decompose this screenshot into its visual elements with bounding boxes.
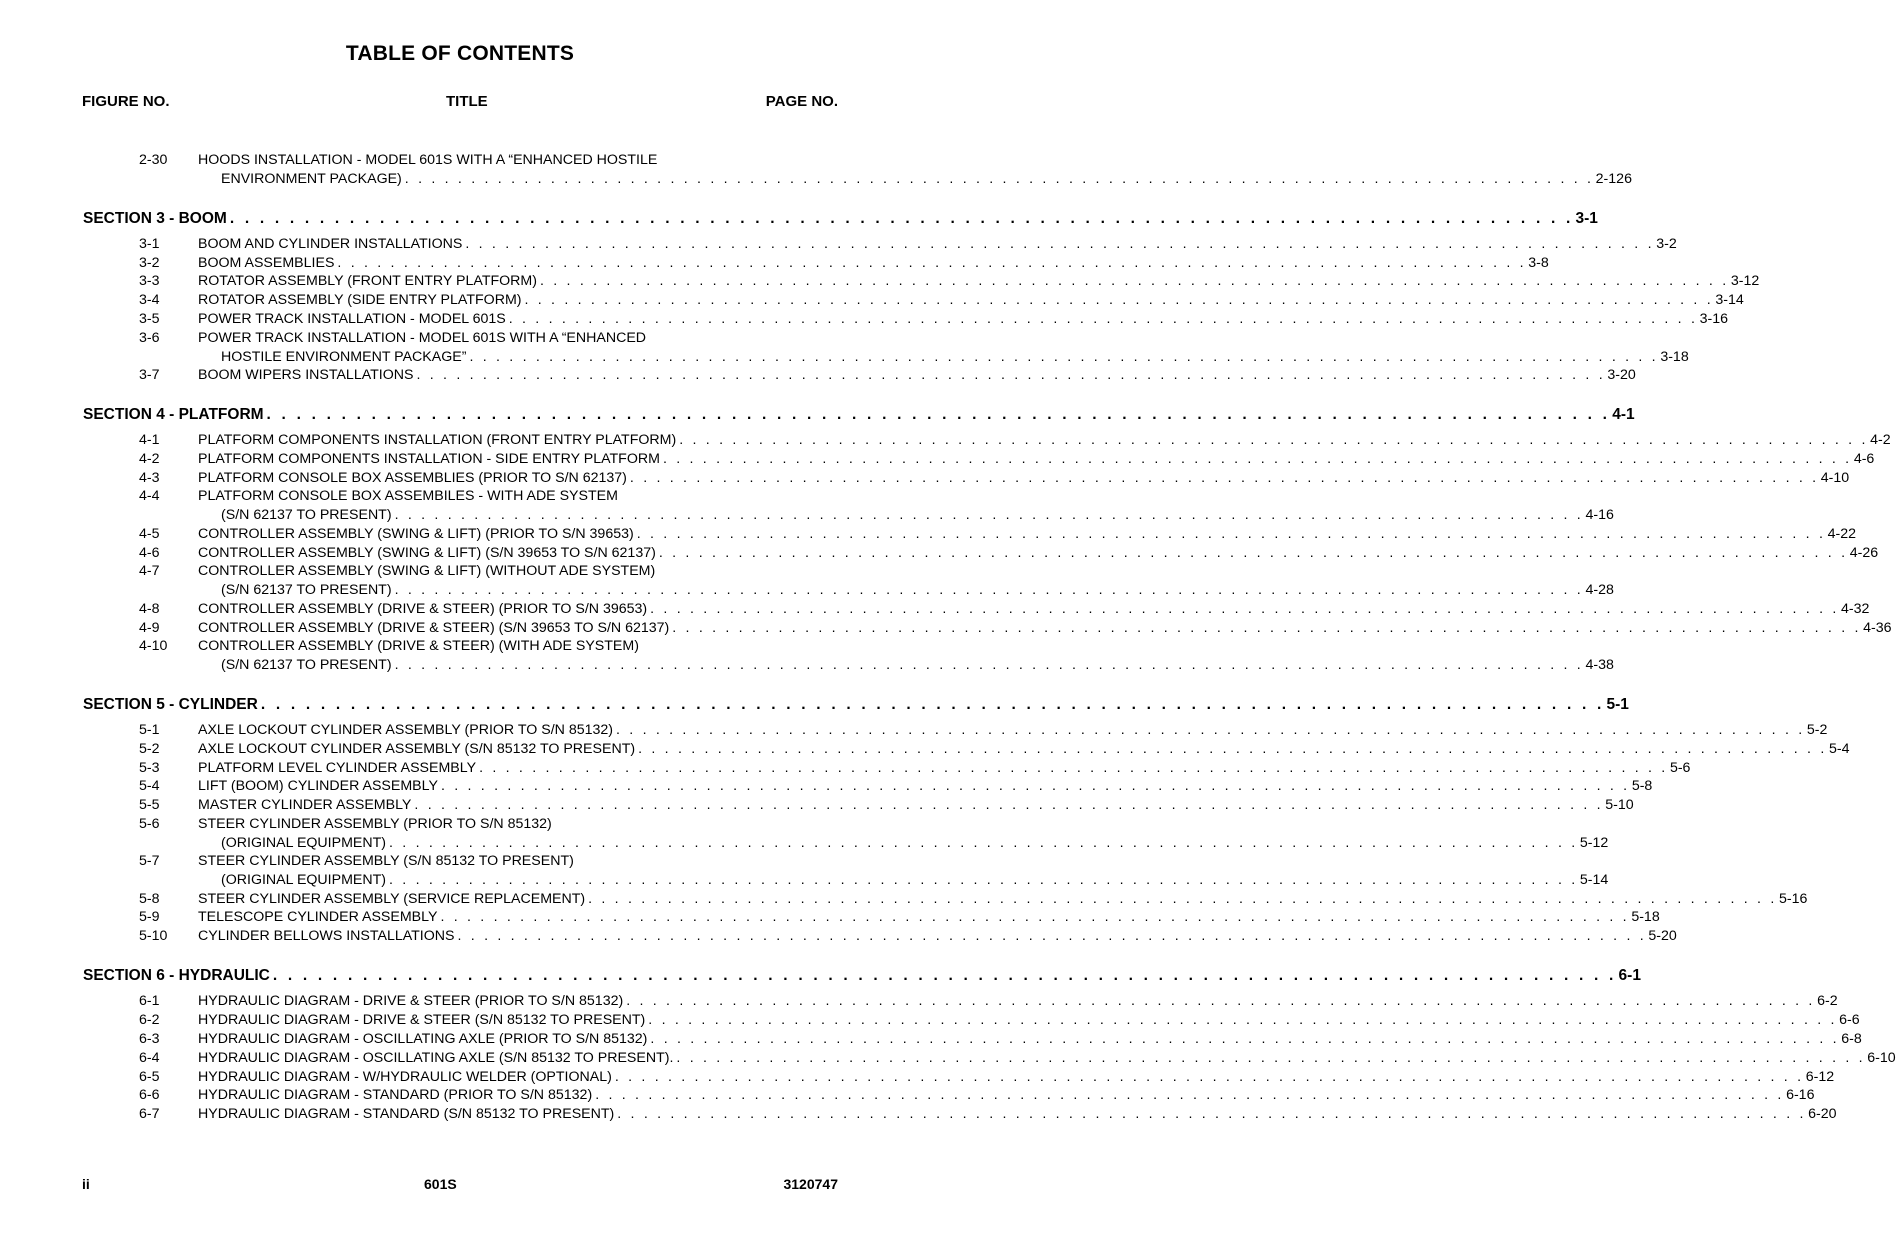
entry-leader — [221, 581, 1614, 600]
toc-entry-row — [0, 1030, 1862, 1049]
figure-number: 5-5 — [139, 797, 160, 813]
figure-number: 6-1 — [139, 993, 160, 1009]
figure-page-number: 5-18 — [1631, 909, 1660, 925]
dot-leader: . . . . . . . . . . . . . . . . . . . . . . . . . . . . . . . . . . . . . . . . . . . . . . . . . . . . . . . . . . . . . . . . . . . . . . . . . . . . . . . . . . . . . . . . . . — [414, 797, 1604, 813]
entry-leader — [198, 235, 1677, 254]
entry-leader — [198, 1105, 1837, 1124]
dot-leader: . . . . . . . . . . . . . . . . . . . . . . . . . . . . . . . . . . . . . . . . . . . . . . . . . . . . . . . . . . . . . . . . . . . . . . . . . . . . . . . . . . . . . . . . . . — [229, 210, 1574, 227]
figure-number: 4-10 — [139, 638, 168, 654]
section-leader — [83, 965, 1641, 987]
toc-section-row — [0, 694, 1629, 716]
toc-entry-row — [0, 852, 954, 871]
figure-number: 6-5 — [139, 1069, 160, 1085]
figure-number: 5-8 — [139, 891, 160, 907]
figure-title: PLATFORM CONSOLE BOX ASSEMBLIES (PRIOR TO S/N 62137) — [198, 470, 627, 486]
dot-leader: . . . . . . . . . . . . . . . . . . . . . . . . . . . . . . . . . . . . . . . . . . . . . . . . . . . . . . . . . . . . . . . . . . . . . . . . . . . . . . . . . . . . . . . . . . — [479, 760, 1668, 776]
figure-title: HYDRAULIC DIAGRAM - OSCILLATING AXLE (S/N 85132 TO PRESENT). — [198, 1050, 674, 1066]
figure-number: 5-10 — [139, 928, 168, 944]
dot-leader: . . . . . . . . . . . . . . . . . . . . . . . . . . . . . . . . . . . . . . . . . . . . . . . . . . . . . . . . . . . . . . . . . . . . . . . . . . . . . . . . . . . . . . . . . . — [524, 292, 1714, 308]
figure-page-number: 4-26 — [1849, 545, 1879, 561]
figure-number: 5-6 — [139, 816, 160, 832]
dot-leader: . . . . . . . . . . . . . . . . . . . . . . . . . . . . . . . . . . . . . . . . . . . . . . . . . . . . . . . . . . . . . . . . . . . . . . . . . . . . . . . . . . . . . . . . . . — [638, 741, 1827, 757]
toc-entry-continuation-row — [0, 871, 1609, 890]
figure-title: HYDRAULIC DIAGRAM - DRIVE & STEER (S/N 85132 TO PRESENT) — [198, 1012, 646, 1028]
toc-entry-row — [0, 927, 1677, 946]
figure-title: (S/N 62137 TO PRESENT) — [221, 507, 392, 523]
figure-title: AXLE LOCKOUT CYLINDER ASSEMBLY (S/N 85132 TO PRESENT) — [198, 741, 636, 757]
toc-entry-row — [0, 235, 1677, 254]
toc-entry-row — [0, 469, 1850, 488]
entry-leader — [198, 777, 1653, 796]
figure-number: 3-7 — [139, 367, 160, 383]
toc-entry-row — [0, 1105, 1837, 1124]
figure-title-line-1: PLATFORM CONSOLE BOX ASSEMBILES - WITH ADE SYSTEM — [198, 488, 618, 504]
figure-page-number: 4-22 — [1827, 526, 1856, 542]
figure-number: 3-6 — [139, 330, 160, 346]
dot-leader: . . . . . . . . . . . . . . . . . . . . . . . . . . . . . . . . . . . . . . . . . . . . . . . . . . . . . . . . . . . . . . . . . . . . . . . . . . . . . . . . . . . . . . . . . . — [404, 171, 1594, 187]
toc-entry-continuation-row — [0, 506, 1614, 525]
dot-leader: . . . . . . . . . . . . . . . . . . . . . . . . . . . . . . . . . . . . . . . . . . . . . . . . . . . . . . . . . . . . . . . . . . . . . . . . . . . . . . . . . . . . . . . . . . — [588, 891, 1777, 907]
figure-title: CONTROLLER ASSEMBLY (DRIVE & STEER) (PRIOR TO S/N 39653) — [198, 601, 648, 617]
figure-page-number: 4-32 — [1841, 601, 1870, 617]
toc-section-row — [0, 208, 1598, 230]
figure-number: 5-4 — [139, 778, 160, 794]
entry-leader — [198, 1086, 1815, 1105]
dot-leader: . . . . . . . . . . . . . . . . . . . . . . . . . . . . . . . . . . . . . . . . . . . . . . . . . . . . . . . . . . . . . . . . . . . . . . . . . . . . . . . . . . . . . . . . . . — [416, 367, 1606, 383]
section-title: SECTION 6 - HYDRAULIC — [83, 967, 270, 984]
figure-number: 2-30 — [139, 152, 168, 168]
figure-title: BOOM AND CYLINDER INSTALLATIONS — [198, 236, 463, 252]
entry-leader — [198, 1049, 1896, 1068]
entry-leader — [198, 366, 1636, 385]
section-leader — [83, 694, 1629, 716]
figure-title: BOOM WIPERS INSTALLATIONS — [198, 367, 414, 383]
dot-leader: . . . . . . . . . . . . . . . . . . . . . . . . . . . . . . . . . . . . . . . . . . . . . . . . . . . . . . . . . . . . . . . . . . . . . . . . . . . . . . . . . . . . . . . . . . — [457, 928, 1647, 944]
toc-entry-row — [0, 1068, 1835, 1087]
dot-leader: . . . . . . . . . . . . . . . . . . . . . . . . . . . . . . . . . . . . . . . . . . . . . . . . . . . . . . . . . . . . . . . . . . . . . . . . . . . . . . . . . . . . . . . . . . — [394, 657, 1584, 673]
dot-leader: . . . . . . . . . . . . . . . . . . . . . . . . . . . . . . . . . . . . . . . . . . . . . . . . . . . . . . . . . . . . . . . . . . . . . . . . . . . . . . . . . . . . . . . . . . — [394, 507, 1584, 523]
footer-document-number: 3120747 — [783, 1176, 838, 1192]
figure-number: 6-3 — [139, 1031, 160, 1047]
figure-title: TELESCOPE CYLINDER ASSEMBLY — [198, 909, 438, 925]
figure-page-number: 4-10 — [1820, 470, 1850, 486]
entry-leader — [198, 1011, 1860, 1030]
figure-title: CONTROLLER ASSEMBLY (DRIVE & STEER) (S/N 39653 TO S/N 62137) — [198, 620, 670, 636]
section-title: SECTION 5 - CYLINDER — [83, 696, 258, 713]
figure-number: 6-7 — [139, 1106, 160, 1122]
figure-number: 6-2 — [139, 1012, 160, 1028]
entry-leader — [198, 272, 1760, 291]
figure-number: 4-9 — [139, 620, 160, 636]
dot-leader: . . . . . . . . . . . . . . . . . . . . . . . . . . . . . . . . . . . . . . . . . . . . . . . . . . . . . . . . . . . . . . . . . . . . . . . . . . . . . . . . . . . . . . . . . . — [595, 1087, 1785, 1103]
figure-page-number: 3-8 — [1528, 255, 1549, 271]
figure-page-number: 4-16 — [1585, 507, 1614, 523]
dot-leader: . . . . . . . . . . . . . . . . . . . . . . . . . . . . . . . . . . . . . . . . . . . . . . . . . . . . . . . . . . . . . . . . . . . . . . . . . . . . . . . . . . . . . . . . . . — [469, 349, 1659, 365]
dot-leader: . . . . . . . . . . . . . . . . . . . . . . . . . . . . . . . . . . . . . . . . . . . . . . . . . . . . . . . . . . . . . . . . . . . . . . . . . . . . . . . . . . . . . . . . . . — [616, 722, 1805, 738]
figure-title: HYDRAULIC DIAGRAM - STANDARD (S/N 85132 TO PRESENT) — [198, 1106, 615, 1122]
dot-leader: . . . . . . . . . . . . . . . . . . . . . . . . . . . . . . . . . . . . . . . . . . . . . . . . . . . . . . . . . . . . . . . . . . . . . . . . . . . . . . . . . . . . . . . . . . — [650, 601, 1840, 617]
figure-page-number: 6-8 — [1841, 1031, 1862, 1047]
figure-page-number: 2-126 — [1595, 171, 1632, 187]
figure-title: (S/N 62137 TO PRESENT) — [221, 582, 392, 598]
toc-entry-continuation-row — [0, 581, 1614, 600]
dot-leader: . . . . . . . . . . . . . . . . . . . . . . . . . . . . . . . . . . . . . . . . . . . . . . . . . . . . . . . . . . . . . . . . . . . . . . . . . . . . . . . . . . . . . . . . . . — [440, 778, 1630, 794]
figure-title: AXLE LOCKOUT CYLINDER ASSEMBLY (PRIOR TO S/N 85132) — [198, 722, 614, 738]
toc-entry-row — [0, 600, 1870, 619]
entry-leader — [221, 348, 1689, 367]
section-leader — [83, 208, 1598, 230]
figure-page-number: 5-8 — [1631, 778, 1653, 794]
figure-title: LIFT (BOOM) CYLINDER ASSEMBLY — [198, 778, 438, 794]
toc-entry-row — [0, 992, 1838, 1011]
figure-number: 6-4 — [139, 1050, 160, 1066]
figure-title: CONTROLLER ASSEMBLY (SWING & LIFT) (S/N 39653 TO S/N 62137) — [198, 545, 656, 561]
figure-title: BOOM ASSEMBLIES — [198, 255, 335, 271]
dot-leader: . . . . . . . . . . . . . . . . . . . . . . . . . . . . . . . . . . . . . . . . . . . . . . . . . . . . . . . . . . . . . . . . . . . . . . . . . . . . . . . . . . . . . . . . . . — [676, 1050, 1866, 1066]
toc-entry-row — [0, 525, 1856, 544]
footer-page-number: ii — [82, 1176, 90, 1192]
entry-leader — [198, 740, 1850, 759]
figure-title: PLATFORM COMPONENTS INSTALLATION - SIDE ENTRY PLATFORM — [198, 451, 660, 467]
toc-entry-row — [0, 487, 954, 506]
section-page-number: 4-1 — [1612, 406, 1635, 423]
section-page-number: 6-1 — [1618, 967, 1641, 984]
toc-entry-row — [0, 637, 954, 656]
dot-leader: . . . . . . . . . . . . . . . . . . . . . . . . . . . . . . . . . . . . . . . . . . . . . . . . . . . . . . . . . . . . . . . . . . . . . . . . . . . . . . . . . . . . . . . . . . — [539, 273, 1729, 289]
entry-leader — [198, 525, 1856, 544]
dot-leader: . . . . . . . . . . . . . . . . . . . . . . . . . . . . . . . . . . . . . . . . . . . . . . . . . . . . . . . . . . . . . . . . . . . . . . . . . . . . . . . . . . . . . . . . . . — [337, 255, 1527, 271]
figure-title-line-1: STEER CYLINDER ASSEMBLY (PRIOR TO S/N 85132) — [198, 816, 552, 832]
figure-title-line-1: CONTROLLER ASSEMBLY (SWING & LIFT) (WITHOUT ADE SYSTEM) — [198, 563, 656, 579]
dot-leader: . . . . . . . . . . . . . . . . . . . . . . . . . . . . . . . . . . . . . . . . . . . . . . . . . . . . . . . . . . . . . . . . . . . . . . . . . . . . . . . . . . . . . . . . . . — [389, 835, 1578, 851]
entry-leader — [198, 469, 1850, 488]
figure-page-number: 6-2 — [1817, 993, 1838, 1009]
section-leader — [83, 404, 1635, 426]
entry-leader — [198, 619, 1892, 638]
toc-entry-row — [0, 1086, 1815, 1105]
entry-leader — [198, 310, 1729, 329]
figure-title: MASTER CYLINDER ASSEMBLY — [198, 797, 412, 813]
entry-leader — [221, 506, 1614, 525]
section-title: SECTION 4 - PLATFORM — [83, 406, 264, 423]
figure-page-number: 5-14 — [1579, 872, 1609, 888]
figure-title: STEER CYLINDER ASSEMBLY (SERVICE REPLACEMENT) — [198, 891, 586, 907]
entry-leader — [198, 721, 1828, 740]
entry-leader — [221, 170, 1632, 189]
toc-entry-row — [0, 310, 1729, 329]
dot-leader: . . . . . . . . . . . . . . . . . . . . . . . . . . . . . . . . . . . . . . . . . . . . . . . . . . . . . . . . . . . . . . . . . . . . . . . . . . . . . . . . . . . . . . . . . . — [617, 1106, 1807, 1122]
figure-page-number: 5-10 — [1605, 797, 1634, 813]
figure-number: 4-4 — [139, 488, 160, 504]
figure-page-number: 3-14 — [1715, 292, 1744, 308]
toc-entry-row — [0, 329, 954, 348]
figure-number: 3-2 — [139, 255, 160, 271]
figure-number: 5-9 — [139, 909, 160, 925]
figure-title: (S/N 62137 TO PRESENT) — [221, 657, 392, 673]
entry-leader — [221, 871, 1609, 890]
toc-entry-row — [0, 431, 1891, 450]
figure-number: 3-4 — [139, 292, 160, 308]
figure-title: CYLINDER BELLOWS INSTALLATIONS — [198, 928, 455, 944]
figure-page-number: 3-16 — [1699, 311, 1729, 327]
dot-leader: . . . . . . . . . . . . . . . . . . . . . . . . . . . . . . . . . . . . . . . . . . . . . . . . . . . . . . . . . . . . . . . . . . . . . . . . . . . . . . . . . . . . . . . . . . — [394, 582, 1584, 598]
figure-title: POWER TRACK INSTALLATION - MODEL 601S — [198, 311, 506, 327]
figure-number: 3-1 — [139, 236, 160, 252]
dot-leader: . . . . . . . . . . . . . . . . . . . . . . . . . . . . . . . . . . . . . . . . . . . . . . . . . . . . . . . . . . . . . . . . . . . . . . . . . . . . . . . . . . . . . . . . . . — [658, 545, 1848, 561]
figure-title-line-1: HOODS INSTALLATION - MODEL 601S WITH A “ENHANCED HOSTILE — [198, 152, 658, 168]
dot-leader: . . . . . . . . . . . . . . . . . . . . . . . . . . . . . . . . . . . . . . . . . . . . . . . . . . . . . . . . . . . . . . . . . . . . . . . . . . . . . . . . . . . . . . . . . . — [266, 406, 1611, 423]
toc-entry-continuation-row — [0, 834, 1609, 853]
dot-leader: . . . . . . . . . . . . . . . . . . . . . . . . . . . . . . . . . . . . . . . . . . . . . . . . . . . . . . . . . . . . . . . . . . . . . . . . . . . . . . . . . . . . . . . . . . — [679, 432, 1869, 448]
entry-leader — [198, 254, 1549, 273]
dot-leader: . . . . . . . . . . . . . . . . . . . . . . . . . . . . . . . . . . . . . . . . . . . . . . . . . . . . . . . . . . . . . . . . . . . . . . . . . . . . . . . . . . . . . . . . . . — [614, 1069, 1804, 1085]
figure-page-number: 6-10 — [1867, 1050, 1896, 1066]
toc-entry-row — [0, 777, 1653, 796]
entry-leader — [198, 908, 1660, 927]
dot-leader: . . . . . . . . . . . . . . . . . . . . . . . . . . . . . . . . . . . . . . . . . . . . . . . . . . . . . . . . . . . . . . . . . . . . . . . . . . . . . . . . . . . . . . . . . . — [272, 967, 1617, 984]
figure-title: HYDRAULIC DIAGRAM - OSCILLATING AXLE (PRIOR TO S/N 85132) — [198, 1031, 648, 1047]
figure-page-number: 3-12 — [1730, 273, 1760, 289]
toc-entry-row — [0, 740, 1850, 759]
entry-leader — [198, 890, 1808, 909]
dot-leader: . . . . . . . . . . . . . . . . . . . . . . . . . . . . . . . . . . . . . . . . . . . . . . . . . . . . . . . . . . . . . . . . . . . . . . . . . . . . . . . . . . . . . . . . . . — [440, 909, 1630, 925]
figure-title-line-1: STEER CYLINDER ASSEMBLY (S/N 85132 TO PRESENT) — [198, 853, 574, 869]
toc-entry-row — [0, 291, 1744, 310]
figure-number: 3-3 — [139, 273, 160, 289]
page-title: TABLE OF CONTENTS — [345, 42, 575, 65]
toc-entry-row — [0, 1049, 1896, 1068]
toc-entry-row — [0, 908, 1660, 927]
dot-leader: . . . . . . . . . . . . . . . . . . . . . . . . . . . . . . . . . . . . . . . . . . . . . . . . . . . . . . . . . . . . . . . . . . . . . . . . . . . . . . . . . . . . . . . . . . — [650, 1031, 1840, 1047]
entry-leader — [221, 834, 1609, 853]
toc-entry-row — [0, 721, 1828, 740]
dot-leader: . . . . . . . . . . . . . . . . . . . . . . . . . . . . . . . . . . . . . . . . . . . . . . . . . . . . . . . . . . . . . . . . . . . . . . . . . . . . . . . . . . . . . . . . . . — [636, 526, 1826, 542]
figure-title-line-1: POWER TRACK INSTALLATION - MODEL 601S WITH A “ENHANCED — [198, 330, 647, 346]
toc-entry-continuation-row — [0, 656, 1614, 675]
dot-leader: . . . . . . . . . . . . . . . . . . . . . . . . . . . . . . . . . . . . . . . . . . . . . . . . . . . . . . . . . . . . . . . . . . . . . . . . . . . . . . . . . . . . . . . . . . — [662, 451, 1852, 467]
dot-leader: . . . . . . . . . . . . . . . . . . . . . . . . . . . . . . . . . . . . . . . . . . . . . . . . . . . . . . . . . . . . . . . . . . . . . . . . . . . . . . . . . . . . . . . . . . — [260, 696, 1605, 713]
figure-title: (ORIGINAL EQUIPMENT) — [221, 835, 387, 851]
figure-number: 6-6 — [139, 1087, 160, 1103]
figure-number: 5-1 — [139, 722, 160, 738]
section-page-number: 5-1 — [1606, 696, 1629, 713]
figure-number: 4-8 — [139, 601, 160, 617]
entry-leader — [198, 1030, 1862, 1049]
figure-page-number: 6-6 — [1839, 1012, 1860, 1028]
entry-leader — [198, 450, 1875, 469]
figure-page-number: 5-12 — [1579, 835, 1609, 851]
toc-section-row — [0, 404, 1635, 426]
toc-entry-continuation-row — [0, 170, 1632, 189]
figure-number: 4-3 — [139, 470, 160, 486]
figure-title: HOSTILE ENVIRONMENT PACKAGE” — [221, 349, 467, 365]
figure-number: 4-1 — [139, 432, 160, 448]
dot-leader: . . . . . . . . . . . . . . . . . . . . . . . . . . . . . . . . . . . . . . . . . . . . . . . . . . . . . . . . . . . . . . . . . . . . . . . . . . . . . . . . . . . . . . . . . . — [465, 236, 1655, 252]
figure-number: 5-7 — [139, 853, 160, 869]
dot-leader: . . . . . . . . . . . . . . . . . . . . . . . . . . . . . . . . . . . . . . . . . . . . . . . . . . . . . . . . . . . . . . . . . . . . . . . . . . . . . . . . . . . . . . . . . . — [648, 1012, 1838, 1028]
figure-number: 4-7 — [139, 563, 160, 579]
figure-page-number: 6-20 — [1808, 1106, 1837, 1122]
figure-title: PLATFORM COMPONENTS INSTALLATION (FRONT ENTRY PLATFORM) — [198, 432, 677, 448]
entry-leader — [198, 431, 1891, 450]
entry-leader — [198, 544, 1879, 563]
toc-entry-row — [0, 1011, 1860, 1030]
entry-leader — [198, 1068, 1835, 1087]
figure-page-number: 3-18 — [1660, 349, 1689, 365]
dot-leader: . . . . . . . . . . . . . . . . . . . . . . . . . . . . . . . . . . . . . . . . . . . . . . . . . . . . . . . . . . . . . . . . . . . . . . . . . . . . . . . . . . . . . . . . . . — [389, 872, 1578, 888]
figure-page-number: 6-16 — [1786, 1087, 1815, 1103]
figure-page-number: 4-38 — [1585, 657, 1614, 673]
figure-page-number: 3-20 — [1607, 367, 1636, 383]
toc-entry-row — [0, 450, 1875, 469]
figure-page-number: 5-6 — [1669, 760, 1691, 776]
section-page-number: 3-1 — [1575, 210, 1598, 227]
entry-leader — [198, 759, 1691, 778]
toc-entry-row — [0, 151, 954, 170]
toc-section-row — [0, 965, 1641, 987]
figure-title: CONTROLLER ASSEMBLY (SWING & LIFT) (PRIOR TO S/N 39653) — [198, 526, 634, 542]
dot-leader: . . . . . . . . . . . . . . . . . . . . . . . . . . . . . . . . . . . . . . . . . . . . . . . . . . . . . . . . . . . . . . . . . . . . . . . . . . . . . . . . . . . . . . . . . . — [508, 311, 1698, 327]
toc-entry-row — [0, 890, 1808, 909]
entry-leader — [198, 600, 1870, 619]
toc-entry-row — [0, 254, 1549, 273]
entry-leader — [198, 796, 1634, 815]
figure-title: (ORIGINAL EQUIPMENT) — [221, 872, 387, 888]
toc-entry-continuation-row — [0, 348, 1689, 367]
figure-page-number: 3-2 — [1656, 236, 1677, 252]
entry-leader — [221, 656, 1614, 675]
footer-model: 601S — [424, 1176, 457, 1192]
toc-entry-row — [0, 562, 954, 581]
dot-leader: . . . . . . . . . . . . . . . . . . . . . . . . . . . . . . . . . . . . . . . . . . . . . . . . . . . . . . . . . . . . . . . . . . . . . . . . . . . . . . . . . . . . . . . . . . — [629, 470, 1819, 486]
figure-number: 4-2 — [139, 451, 160, 467]
figure-title: HYDRAULIC DIAGRAM - DRIVE & STEER (PRIOR TO S/N 85132) — [198, 993, 624, 1009]
figure-page-number: 6-12 — [1805, 1069, 1835, 1085]
figure-title: HYDRAULIC DIAGRAM - W/HYDRAULIC WELDER (OPTIONAL) — [198, 1069, 612, 1085]
dot-leader: . . . . . . . . . . . . . . . . . . . . . . . . . . . . . . . . . . . . . . . . . . . . . . . . . . . . . . . . . . . . . . . . . . . . . . . . . . . . . . . . . . . . . . . . . . — [626, 993, 1816, 1009]
toc-entry-row — [0, 544, 1879, 563]
toc-entry-row — [0, 759, 1691, 778]
figure-title: ROTATOR ASSEMBLY (SIDE ENTRY PLATFORM) — [198, 292, 522, 308]
figure-number: 4-6 — [139, 545, 160, 561]
figure-no-header: FIGURE NO. — [82, 93, 170, 110]
figure-title: ENVIRONMENT PACKAGE) — [221, 171, 402, 187]
title-header: TITLE — [446, 93, 488, 110]
toc-entry-row — [0, 272, 1760, 291]
toc-entry-row — [0, 366, 1636, 385]
section-title: SECTION 3 - BOOM — [83, 210, 227, 227]
figure-page-number: 4-36 — [1863, 620, 1892, 636]
toc-entry-row — [0, 796, 1634, 815]
figure-title: HYDRAULIC DIAGRAM - STANDARD (PRIOR TO S/N 85132) — [198, 1087, 593, 1103]
entry-leader — [198, 992, 1838, 1011]
figure-page-number: 5-4 — [1828, 741, 1850, 757]
figure-page-number: 4-2 — [1870, 432, 1891, 448]
figure-page-number: 4-6 — [1853, 451, 1875, 467]
figure-title: PLATFORM LEVEL CYLINDER ASSEMBLY — [198, 760, 477, 776]
figure-number: 4-5 — [139, 526, 160, 542]
toc-entry-row — [0, 619, 1892, 638]
figure-title: ROTATOR ASSEMBLY (FRONT ENTRY PLATFORM) — [198, 273, 537, 289]
figure-title-line-1: CONTROLLER ASSEMBLY (DRIVE & STEER) (WITH ADE SYSTEM) — [198, 638, 639, 654]
figure-page-number: 5-16 — [1778, 891, 1808, 907]
dot-leader: . . . . . . . . . . . . . . . . . . . . . . . . . . . . . . . . . . . . . . . . . . . . . . . . . . . . . . . . . . . . . . . . . . . . . . . . . . . . . . . . . . . . . . . . . . — [672, 620, 1862, 636]
figure-page-number: 4-28 — [1585, 582, 1614, 598]
figure-page-number: 5-2 — [1806, 722, 1828, 738]
figure-number: 5-3 — [139, 760, 160, 776]
figure-number: 3-5 — [139, 311, 160, 327]
figure-number: 5-2 — [139, 741, 160, 757]
toc-entry-row — [0, 815, 954, 834]
entry-leader — [198, 291, 1744, 310]
page-no-header: PAGE NO. — [765, 93, 838, 110]
entry-leader — [198, 927, 1677, 946]
figure-page-number: 5-20 — [1648, 928, 1677, 944]
